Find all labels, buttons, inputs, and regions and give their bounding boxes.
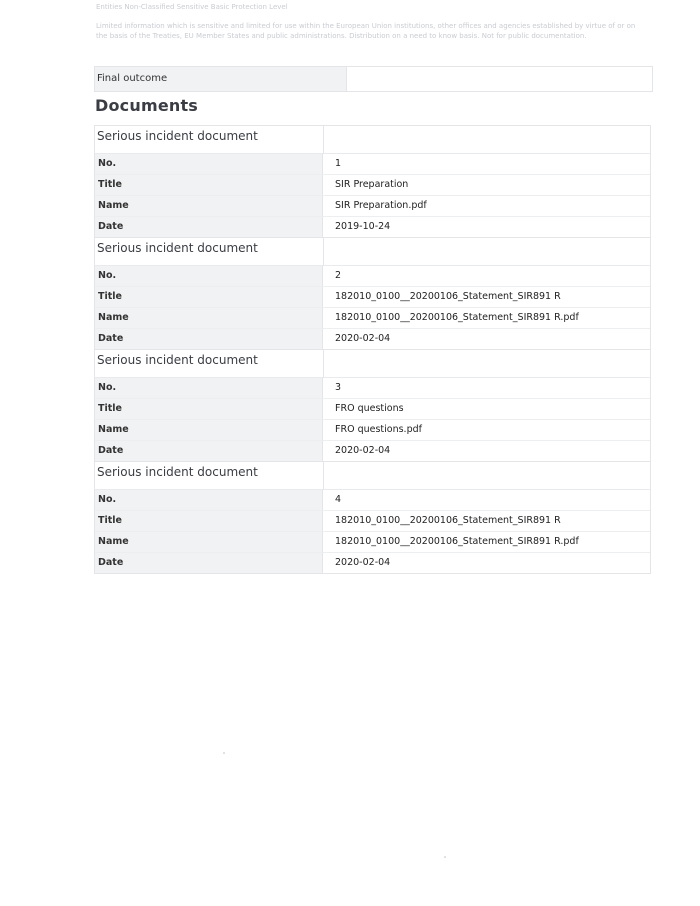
field-row-title [95, 511, 650, 532]
field-row-date [95, 441, 650, 461]
document-block [94, 461, 651, 574]
field-label-name: Name [95, 308, 323, 328]
documents-heading: Documents [95, 96, 199, 115]
field-value-name: SIR Preparation.pdf [335, 200, 427, 211]
field-row-title [95, 287, 650, 308]
field-label-no: No. [95, 154, 323, 174]
field-value-name: 182010_0100__20200106_Statement_SIR891 R.pdf [335, 536, 579, 547]
classification-header [96, 2, 656, 41]
field-value-date: 2019-10-24 [335, 221, 391, 232]
document-block [94, 349, 651, 461]
document-section-value [324, 462, 650, 489]
field-row-no [95, 266, 650, 287]
field-row-no [95, 154, 650, 175]
document-section-header [95, 238, 650, 266]
classification-line-2: Limited information which is sensitive and limited for use within the European Union institutions, other offices and agencies established by virtue of or on [96, 22, 636, 30]
document-section-title: Serious incident document [95, 350, 324, 377]
field-label-no: No. [95, 266, 323, 286]
document-section-value [324, 126, 650, 153]
scan-speck [444, 856, 446, 858]
classification-line-3: the basis of the Treaties, EU Member States and public administrations. Distribution on a need to know basis. Not for public documentation. [96, 32, 587, 40]
field-value-title: 182010_0100__20200106_Statement_SIR891 R [335, 515, 561, 526]
document-section-title: Serious incident document [95, 126, 324, 153]
document-block [94, 237, 651, 349]
field-value-name: 182010_0100__20200106_Statement_SIR891 R.pdf [335, 312, 579, 323]
field-label-date: Date [95, 329, 323, 349]
field-label-name: Name [95, 532, 323, 552]
field-label-date: Date [95, 441, 323, 461]
field-label-title: Title [95, 399, 323, 419]
field-value-date: 2020-02-04 [335, 557, 391, 568]
field-label-name: Name [95, 196, 323, 216]
field-label-date: Date [95, 217, 323, 237]
field-value-no: 2 [335, 270, 342, 281]
document-block [94, 125, 651, 237]
final-outcome-value [347, 67, 652, 91]
field-label-title: Title [95, 287, 323, 307]
field-value-no: 1 [335, 158, 342, 169]
field-label-no: No. [95, 378, 323, 398]
field-row-name [95, 196, 650, 217]
field-value-name: FRO questions.pdf [335, 424, 422, 435]
field-row-name [95, 532, 650, 553]
field-label-title: Title [95, 175, 323, 195]
field-row-date [95, 217, 650, 237]
field-value-title: 182010_0100__20200106_Statement_SIR891 R [335, 291, 561, 302]
field-row-title [95, 175, 650, 196]
field-row-date [95, 553, 650, 573]
field-row-date [95, 329, 650, 349]
document-section-title: Serious incident document [95, 462, 324, 489]
field-label-no: No. [95, 490, 323, 510]
field-value-no: 4 [335, 494, 342, 505]
final-outcome-label: Final outcome [95, 67, 347, 91]
field-label-date: Date [95, 553, 323, 573]
classification-line-1: Entities Non-Classified Sensitive Basic Protection Level [96, 3, 288, 11]
field-row-no [95, 490, 650, 511]
field-row-no [95, 378, 650, 399]
document-section-header [95, 350, 650, 378]
field-value-date: 2020-02-04 [335, 445, 391, 456]
documents-list [94, 125, 651, 574]
field-row-title [95, 399, 650, 420]
field-value-date: 2020-02-04 [335, 333, 391, 344]
document-section-value [324, 238, 650, 265]
field-value-title: SIR Preparation [335, 179, 409, 190]
field-label-title: Title [95, 511, 323, 531]
scan-speck [223, 752, 225, 754]
field-label-name: Name [95, 420, 323, 440]
final-outcome-row [94, 66, 653, 92]
field-value-title: FRO questions [335, 403, 404, 414]
document-section-header [95, 126, 650, 154]
field-row-name [95, 420, 650, 441]
document-section-title: Serious incident document [95, 238, 324, 265]
document-section-header [95, 462, 650, 490]
document-section-value [324, 350, 650, 377]
field-value-no: 3 [335, 382, 342, 393]
field-row-name [95, 308, 650, 329]
